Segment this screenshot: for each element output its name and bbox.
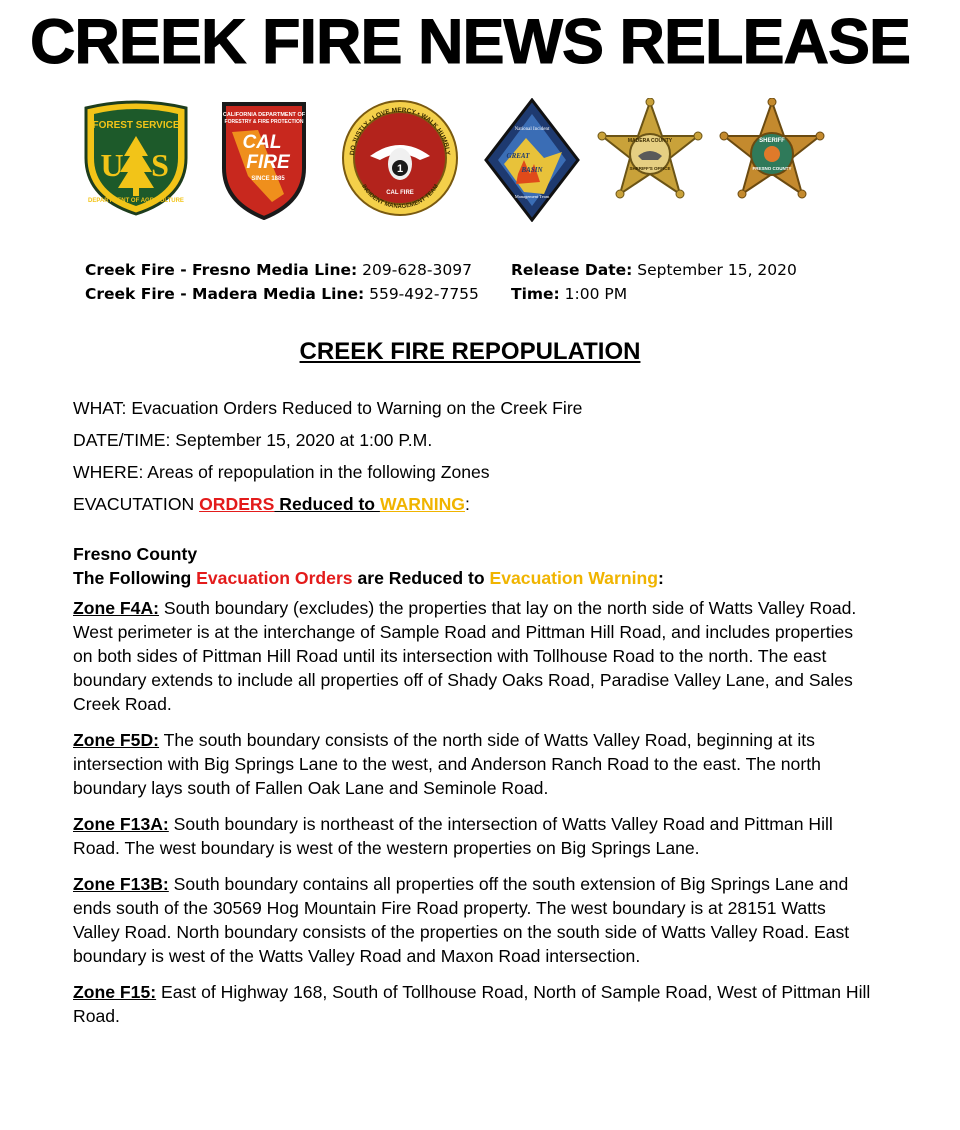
warning-text: WARNING <box>379 494 465 514</box>
zone-f13a: Zone F13A: South boundary is northeast of the intersection of Watts Valley Road and Pittman Hill Road. The west boundary is west of the western properties on Big Springs Lane. <box>73 814 833 858</box>
fresno-media-line: Creek Fire - Fresno Media Line: 209-628-3097 <box>85 261 472 279</box>
svg-text:SINCE 1885: SINCE 1885 <box>251 176 285 182</box>
agency-logo-row <box>78 98 838 228</box>
svg-text:SHERIFF: SHERIFF <box>759 138 785 144</box>
datetime-row: DATE/TIME: September 15, 2020 at 1:00 P.M. <box>73 430 433 450</box>
where-row: WHERE: Areas of repopulation in the following Zones <box>73 462 490 482</box>
madera-media-line: Creek Fire - Madera Media Line: 559-492-7755 <box>85 285 479 303</box>
zone-f4a: Zone F4A: South boundary (excludes) the properties that lay on the north side of Watts Valley Road. West perimeter is at the interchange of Sample Road and Pittman Hill Road, and includes properties on both sides of Pittman Hill Road until its intersection with Tollhouse Road to the north. The east boundary extends to include all properties off of Shady Oaks Road, Paradise Valley Lane, and Sales Creek Road. <box>73 598 857 714</box>
cal-fire-badge-logo <box>218 98 310 220</box>
svg-text:S: S <box>151 147 169 183</box>
evacuation-row: EVACUTATION ORDERS Reduced to WARNING: <box>73 494 470 514</box>
release-time: Time: 1:00 PM <box>511 285 628 303</box>
zone-f13b: Zone F13B: South boundary contains all properties off the south extension of Big Springs Lane and ends south of the 30569 Hog Mountain Fire Road property. The west boundary is at 28151 Watts Valley Road. North boundary consists of the properties on the south side of Watts Valley Road. East boundary is west of the Watts Valley Road and Maxon Road intersection. <box>73 874 850 966</box>
what-row: WHAT: Evacuation Orders Reduced to Warning on the Creek Fire <box>73 398 583 418</box>
fresno-sheriff-star-logo <box>718 98 826 218</box>
county-heading: Fresno County <box>73 544 198 564</box>
release-body <box>73 396 873 1040</box>
svg-text:FOREST SERVICE: FOREST SERVICE <box>92 120 180 131</box>
svg-text:1: 1 <box>396 163 404 175</box>
svg-text:INCIDENT MANAGEMENT TEAM: INCIDENT MANAGEMENT TEAM <box>360 183 440 211</box>
madera-sheriff-star-logo <box>596 98 704 218</box>
svg-text:National Incident: National Incident <box>514 127 550 132</box>
svg-text:BASIN: BASIN <box>521 166 543 174</box>
media-lines <box>85 258 479 306</box>
release-date: Release Date: September 15, 2020 <box>511 261 797 279</box>
svg-text:DO JUSTLY • LOVE MERCY • WALK: DO JUSTLY • LOVE MERCY • WALK HUMBLY <box>349 106 451 156</box>
svg-text:SHERIFF'S OFFICE: SHERIFF'S OFFICE <box>629 166 671 171</box>
svg-text:CAL: CAL <box>242 132 282 153</box>
svg-text:CALIFORNIA DEPARTMENT OF: CALIFORNIA DEPARTMENT OF <box>222 112 306 118</box>
headline: CREEK FIRE REPOPULATION <box>299 338 641 365</box>
county-subheading: The Following Evacuation Orders are Reduced to Evacuation Warning: <box>73 568 664 588</box>
great-basin-imt-patch-logo <box>484 98 580 222</box>
svg-text:FORESTRY & FIRE PROTECTION: FORESTRY & FIRE PROTECTION <box>224 119 304 125</box>
svg-text:U: U <box>100 147 124 183</box>
zone-f15: Zone F15: East of Highway 168, South of Tollhouse Road, North of Sample Road, West of Pittman Hill Road. <box>73 982 871 1026</box>
svg-text:Management Team: Management Team <box>514 194 550 199</box>
orders-text: ORDERS <box>199 494 275 514</box>
release-info <box>511 258 797 306</box>
zone-f5d: Zone F5D: The south boundary consists of the north side of Watts Valley Road, beginning at its intersection with Big Springs Lane to the west, and Anderson Ranch Road to the east. The north boundary lays south of Fallen Oak Lane and Seminole Road. <box>73 730 821 798</box>
forest-service-shield-logo <box>82 98 190 216</box>
page-title: CREEK FIRE NEWS RELEASE <box>29 7 911 77</box>
svg-text:FIRE: FIRE <box>246 152 290 173</box>
svg-text:MADERA COUNTY: MADERA COUNTY <box>627 138 673 144</box>
svg-text:CAL FIRE: CAL FIRE <box>386 190 414 196</box>
svg-text:FRESNO COUNTY: FRESNO COUNTY <box>752 166 792 171</box>
svg-text:GREAT: GREAT <box>506 152 530 160</box>
svg-text:DEPARTMENT OF AGRICULTURE: DEPARTMENT OF AGRICULTURE <box>88 198 184 204</box>
cal-fire-imt-seal-logo <box>340 98 460 218</box>
